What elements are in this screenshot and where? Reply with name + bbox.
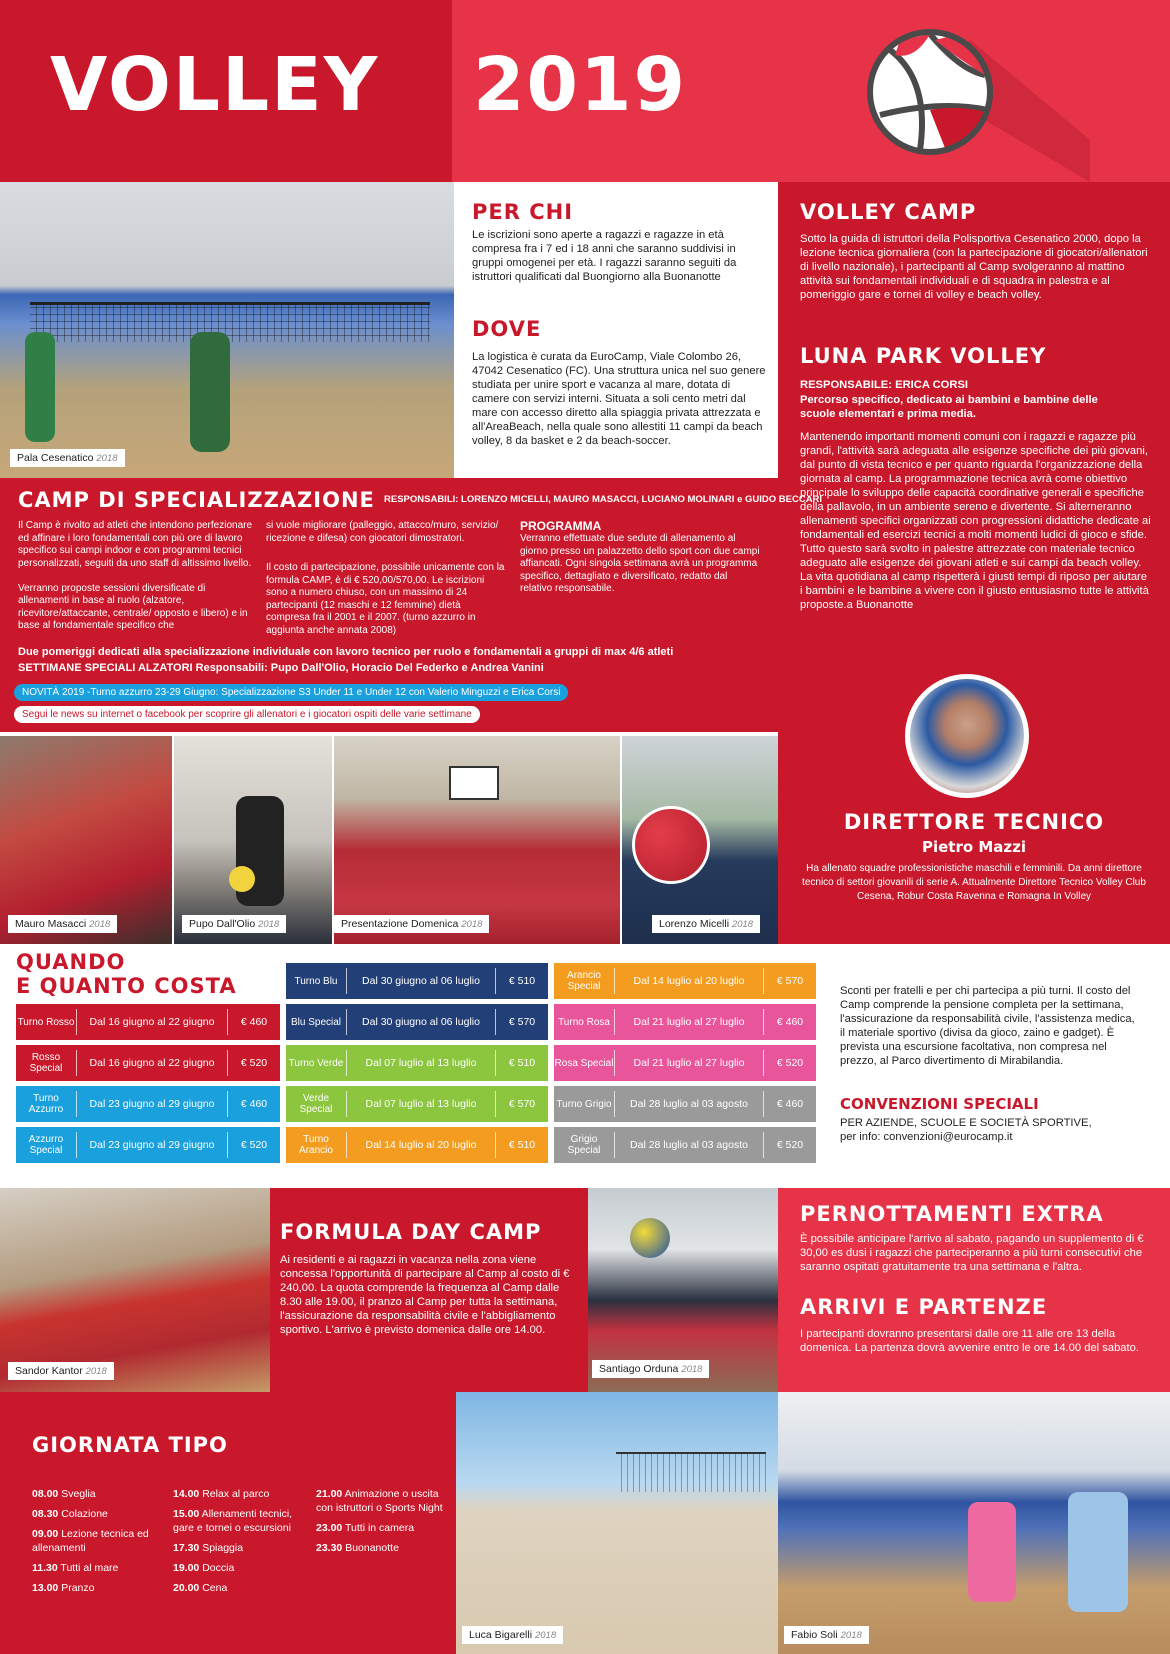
price-row [16, 1086, 280, 1122]
schedule-activity: Cena [199, 1582, 228, 1594]
photo-pupo-dallolio [174, 736, 332, 944]
turno-dates: Dal 16 giugno al 22 giugno [89, 1057, 215, 1069]
schedule-time: 23.30 [316, 1542, 343, 1554]
turno-price: € 570 [776, 975, 804, 987]
luna-park-title: LUNA PARK VOLLEY [800, 344, 1047, 368]
convenzioni-email[interactable]: per info: convenzioni@eurocamp.it [840, 1131, 1013, 1143]
title-year: 2019 [473, 42, 687, 128]
turno-label: Turno Azzurro [28, 1093, 64, 1115]
schedule-time: 19.00 [173, 1562, 200, 1574]
pernottamenti-title: PERNOTTAMENTI EXTRA [800, 1202, 1104, 1226]
turno-label: Arancio Special [567, 970, 601, 992]
price-row [554, 1045, 816, 1081]
price-row [16, 1004, 280, 1040]
schedule-activity: Allenamenti tecnici, gare e tornei o escursioni [173, 1508, 293, 1534]
schedule-item [32, 1561, 162, 1575]
schedule-activity: Lezione tecnica ed allenamenti [32, 1528, 149, 1554]
day-camp-text: Ai residenti e ai ragazzi in vacanza nella zona viene concessa l'opportunità di partecipare al Camp al costo di € 240,00. La quota comprende la frequenza al Camp dalle 8.30 alle 19.00, il pranzo al Camp per tutta la settimana, l'assicurazione da responsabilità civile e l'abbigliamento sportivo. L'arrivo è previsto domenica dalle ore 14.00. [280, 1254, 570, 1336]
turno-price: € 510 [508, 1057, 536, 1069]
turno-dates: Dal 21 luglio al 27 luglio [633, 1016, 745, 1028]
caption-luca: Luca Bigarelli 2018 [462, 1626, 563, 1644]
title-volley: VOLLEY [50, 42, 380, 128]
price-row [554, 1086, 816, 1122]
turno-price: € 460 [776, 1016, 804, 1028]
quando-title-1: QUANDO [16, 950, 126, 974]
turno-dates: Dal 07 luglio al 13 luglio [365, 1098, 477, 1110]
caption-pala: Pala Cesenatico 2018 [10, 449, 125, 467]
price-row [286, 1127, 548, 1163]
turno-dates: Dal 14 luglio al 20 luglio [365, 1139, 477, 1151]
schedule-activity: Pranzo [58, 1582, 95, 1594]
dove-title: DOVE [472, 317, 542, 341]
schedule-item [316, 1487, 448, 1515]
turno-price: € 510 [508, 975, 536, 987]
schedule-activity: Relax al parco [199, 1488, 270, 1500]
turno-price: € 460 [240, 1016, 268, 1028]
schedule-activity: Tutti in camera [342, 1522, 415, 1534]
schedule-time: 08.00 [32, 1488, 59, 1500]
schedule-time: 14.00 [173, 1488, 200, 1500]
schedule-time: 20.00 [173, 1582, 200, 1594]
per-chi-title: PER CHI [472, 200, 574, 224]
caption-santiago: Santiago Orduna 2018 [592, 1360, 709, 1378]
programma-text: Verranno effettuate due sedute di allenamento al giorno presso un palazzetto dello sport con due campi affiancati. Ogni singola settimana avrà un programma specifico, dettagliato e diversificato, redatto dal relativo responsabile. [520, 533, 760, 594]
turno-label: Turno Grigio [556, 1098, 612, 1110]
news-badge[interactable]: Segui le news su internet o facebook per scoprire gli allenatori e i giocatori ospiti delle varie settimane [14, 706, 480, 723]
arrivi-title: ARRIVI E PARTENZE [800, 1295, 1048, 1319]
photo-presentazione-domenica [334, 736, 620, 944]
schedule-activity: Animazione o uscita con istruttori o Sports Night [316, 1488, 443, 1514]
turno-dates: Dal 23 giugno al 29 giugno [89, 1139, 215, 1151]
turno-price: € 520 [776, 1057, 804, 1069]
caption-sandor: Sandor Kantor 2018 [8, 1362, 114, 1380]
schedule-activity: Doccia [199, 1562, 235, 1574]
day-camp-title: FORMULA DAY CAMP [280, 1220, 542, 1244]
camp-spec-line2: SETTIMANE SPECIALI ALZATORI Responsabili: Pupo Dall'Olio, Horacio Del Federko e Andrea Vanini [18, 662, 544, 674]
schedule-item [32, 1487, 162, 1501]
schedule-item [316, 1541, 448, 1555]
price-row [554, 1127, 816, 1163]
schedule-activity: Colazione [58, 1508, 108, 1520]
schedule-activity: Spiaggia [199, 1542, 244, 1554]
giornata-title: GIORNATA TIPO [32, 1433, 228, 1457]
turno-dates: Dal 30 giugno al 06 luglio [362, 1016, 480, 1028]
price-row [286, 1045, 548, 1081]
schedule-item [173, 1561, 305, 1575]
turno-label: Blu Special [290, 1016, 342, 1028]
schedule-item [173, 1581, 305, 1595]
turno-price: € 570 [508, 1098, 536, 1110]
camp-spec-col1: Il Camp è rivolto ad atleti che intendono perfezionare ed affinare i loro fondamentali con più ore di lavoro specifico sui campi indoor e con programmi tecnici personalizzati, seguiti da uno staff di altissimo livello. Verranno proposte sessioni diversificate di allenamenti in base al ruolo (alzatore, ricevitore/attaccante, centrale/ opposto e libero) e in base al fondamentale specifico che [18, 520, 253, 631]
caption-mauro: Mauro Masacci 2018 [8, 915, 117, 933]
giornata-col2 [173, 1487, 305, 1601]
luna-park-text: Mantenendo importanti momenti comuni con i ragazzi e ragazze più grandi, l'attività sarà adeguata alle esigenze specifiche dei più giovani, dal punto di vista tecnico e per quanto riguarda l'organizzazione della giornata al camp. La programmazione tecnica avrà come obiettivo principale lo sviluppo delle capacità coordinative generali e specifiche della pallavolo, in un ambiente sereno e divertente. Si alterneranno allenamenti specifici organizzati con progressioni didattiche dedicate ai fondamentali ed esercizi tecnici a molti momenti ludici di gioco e sfide. Tutto questo sarà svolto in palestre attrezzate con materiale tecnico adeguato alle esigenze dei giovani atleti e sui campi da beach volley. La vita quotidiana al camp rispetterà i giusti tempi di riposo per aiutare i bambini e le bambine a vivere con il giusto entusiasmo tutte le attività proposte.a Buonanotte [800, 431, 1151, 611]
schedule-activity: Sveglia [58, 1488, 96, 1500]
quando-title-2: E QUANTO COSTA [16, 974, 237, 998]
giornata-col1 [32, 1487, 162, 1601]
turno-dates: Dal 21 luglio al 27 luglio [633, 1057, 745, 1069]
schedule-item [173, 1487, 305, 1501]
per-chi-text: Le iscrizioni sono aperte a ragazzi e ragazze in età compresa fra i 7 ed i 18 anni che saranno suddivisi in gruppi omogenei per età. I ragazzi saranno seguiti da istruttori qualificati dal Buongiorno alla Buonanotte [472, 229, 737, 283]
turno-price: € 460 [240, 1098, 268, 1110]
pernottamenti-text: È possibile anticipare l'arrivo al sabato, pagando un supplemento di € 30,00 es dusi i ragazzi che parteciperanno a più turni consecutivi che saranno ospitati gratuitamente tra una settimana e l'altra. [800, 1233, 1144, 1273]
volleyball-icon [860, 20, 1090, 182]
luna-park-sub: Percorso specifico, dedicato ai bambini e bambine delle scuole elementari e prima media. [800, 394, 1098, 420]
price-row [286, 1004, 548, 1040]
schedule-item [173, 1507, 305, 1535]
price-row [286, 1086, 548, 1122]
turno-label: Rosso Special [29, 1052, 63, 1074]
turno-dates: Dal 28 luglio al 03 agosto [630, 1098, 748, 1110]
convenzioni-title: CONVENZIONI SPECIALI [840, 1095, 1039, 1113]
camp-spec-col2b: Il costo di partecipazione, possibile unicamente con la formula CAMP, è di € 520,00/570,00. Le iscrizioni sono a numero chiuso, con un massimo di 24 partecipanti (12 maschi e 12 femmine) dietà compresa fra il 2001 e il 2007. (turno azzurro in aggiunta anche annata 2008) [266, 562, 505, 636]
direttore-name: Pietro Mazzi [921, 838, 1027, 856]
turno-dates: Dal 16 giugno al 22 giugno [89, 1016, 215, 1028]
turno-label: Turno Blu [294, 975, 338, 987]
direttore-avatar [905, 674, 1029, 798]
photo-pala-cesenatico [0, 182, 454, 478]
price-row [554, 1004, 816, 1040]
schedule-item [32, 1527, 162, 1555]
price-row [16, 1045, 280, 1081]
turno-label: Turno Rosso [17, 1016, 75, 1028]
volley-camp-title: VOLLEY CAMP [800, 200, 977, 224]
price-row [286, 963, 548, 999]
novita-badge: NOVITÀ 2019 -Turno azzurro 23-29 Giugno: Specializzazione S3 Under 11 e Under 12 con Valerio Minguzzi e Erica Corsi [14, 684, 568, 701]
schedule-item [173, 1541, 305, 1555]
arrivi-text: I partecipanti dovranno presentarsi dalle ore 11 alle ore 13 della domenica. La partenza dovrà avvenire entro le ore 14.00 del sabato. [800, 1328, 1139, 1354]
caption-pupo: Pupo Dall'Olio 2018 [182, 915, 286, 933]
turno-price: € 520 [776, 1139, 804, 1151]
programma-title: PROGRAMMA [520, 519, 602, 533]
photo-mauro-masacci [0, 736, 172, 944]
schedule-time: 23.00 [316, 1522, 343, 1534]
turno-label: Turno Rosa [558, 1016, 610, 1028]
turno-price: € 520 [240, 1057, 268, 1069]
schedule-activity: Buonanotte [342, 1542, 399, 1554]
turno-price: € 520 [240, 1139, 268, 1151]
turno-dates: Dal 28 luglio al 03 agosto [630, 1139, 748, 1151]
volley-camp-text: Sotto la guida di istruttori della Polisportiva Cesenatico 2000, dopo la lezione tecnica giornaliera (con la partecipazione di giocatori/allenatori di livello nazionale), i partecipanti al Camp svolgeranno al mattino attività sui fondamentali individuali e di squadra in palestra e al pomeriggio gare e tornei di volley e beach volley. [800, 233, 1148, 301]
schedule-time: 11.30 [32, 1562, 58, 1574]
camp-spec-resp: RESPONSABILI: LORENZO MICELLI, MAURO MASACCI, LUCIANO MOLINARI e GUIDO BECCARI [384, 494, 823, 505]
direttore-text: Ha allenato squadre professionistiche maschili e femminili. Da anni direttore tecnico di settori giovanili di serie A. Attualmente Direttore Tecnico Volley Club Cesena, Robur Costa Ravenna e Romagna In Volley [802, 863, 1146, 902]
photo-lorenzo-micelli [622, 736, 778, 944]
schedule-item [316, 1521, 448, 1535]
turno-price: € 460 [776, 1098, 804, 1110]
photo-fabio-soli [778, 1392, 1170, 1654]
schedule-item [32, 1507, 162, 1521]
turno-dates: Dal 14 luglio al 20 luglio [633, 975, 745, 987]
turno-dates: Dal 30 giugno al 06 luglio [362, 975, 480, 987]
camp-spec-col2a: si vuole migliorare (palleggio, attacco/muro, servizio/ ricezione e difesa) con giocatori dimostratori. [266, 520, 499, 544]
caption-presentazione: Presentazione Domenica 2018 [334, 915, 489, 933]
schedule-time: 08.30 [32, 1508, 59, 1520]
giornata-col3 [316, 1487, 448, 1561]
camp-spec-line1: Due pomeriggi dedicati alla specializzazione individuale con lavoro tecnico per ruolo e fondamentali a gruppi di max 4/6 atleti [18, 646, 674, 658]
turno-label: Turno Arancio [299, 1134, 333, 1156]
turno-label: Grigio Special [567, 1134, 601, 1156]
price-row [554, 963, 816, 999]
sconti-text: Sconti per fratelli e per chi partecipa a più turni. Il costo del Camp comprende la pensione completa per la settimana, l'assicurazione da responsabilità civile, l'assistenza medica, il materiale sportivo (divisa da gioco, zaino e gadget). È prevista una escursione facoltativa, non compresa nel prezzo, al Parco divertimento di Mirabilandia. [840, 985, 1135, 1067]
dove-text: La logistica è curata da EuroCamp, Viale Colombo 26, 47042 Cesenatico (FC). Una struttura unica nel suo genere studiata per unire sport e vacanza al mare, dotata di camere con servizi interni. Situata a soli cento metri dal mare con accesso diretto alla spiaggia privata attrezzata e all'AreaBeach, nella quale sono allestiti 11 campi da beach volley, 8 da basket e 2 da beach-soccer. [472, 351, 766, 447]
schedule-time: 09.00 [32, 1528, 59, 1540]
schedule-time: 13.00 [32, 1582, 59, 1594]
schedule-time: 17.30 [173, 1542, 200, 1554]
camp-spec-title: CAMP DI SPECIALIZZAZIONE [18, 488, 375, 512]
schedule-time: 15.00 [173, 1508, 200, 1520]
price-row [16, 1127, 280, 1163]
turno-price: € 570 [508, 1016, 536, 1028]
turno-label: Verde Special [299, 1093, 333, 1115]
photo-luca-bigarelli [456, 1392, 778, 1654]
turno-label: Turno Verde [288, 1057, 344, 1069]
turno-label: Rosa Special [554, 1057, 614, 1069]
turno-price: € 510 [508, 1139, 536, 1151]
schedule-time: 21.00 [316, 1488, 343, 1500]
direttore-title: DIRETTORE TECNICO [843, 810, 1105, 834]
caption-lorenzo: Lorenzo Micelli 2018 [652, 915, 760, 933]
turno-dates: Dal 23 giugno al 29 giugno [89, 1098, 215, 1110]
convenzioni-line1: PER AZIENDE, SCUOLE E SOCIETÀ SPORTIVE, [840, 1117, 1092, 1129]
turno-dates: Dal 07 luglio al 13 luglio [365, 1057, 477, 1069]
schedule-activity: Tutti al mare [57, 1562, 119, 1574]
per-chi-section [454, 182, 778, 478]
schedule-item [32, 1581, 162, 1595]
luna-park-resp: RESPONSABILE: ERICA CORSI [800, 379, 969, 391]
turno-label: Azzurro Special [28, 1134, 64, 1156]
caption-fabio: Fabio Soli 2018 [784, 1626, 869, 1644]
